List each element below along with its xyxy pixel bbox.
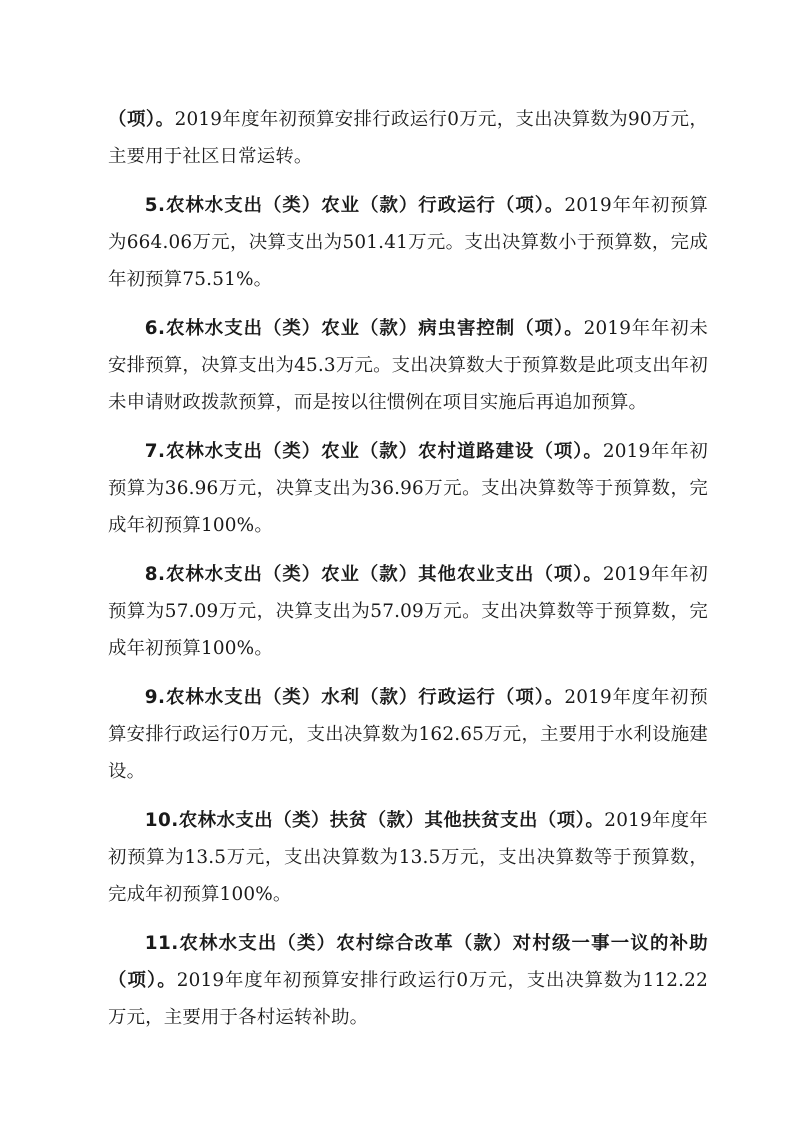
paragraph-text: 2019年度年初预算为13.5万元，支出决算数为13.5万元，支出决算数等于预算数，完成年初预算100%。 [108, 810, 709, 905]
paragraph-community-operations [108, 101, 708, 175]
paragraph-heading: 10.农林水支出（类）扶贫（款）其他扶贫支出（项）。 [144, 810, 605, 831]
paragraph-heading: （项）。 [108, 109, 175, 130]
paragraph-poverty-relief [108, 802, 708, 913]
paragraph-heading: 6.农林水支出（类）农业（款）病虫害控制（项）。 [144, 318, 584, 339]
paragraph-pest-control [108, 310, 708, 421]
paragraph-heading: 9.农林水支出（类）水利（款）行政运行（项）。 [144, 687, 565, 708]
paragraph-text: 2019年年初未安排预算，决算支出为45.3万元。支出决算数大于预算数是此项支出年初未申请财政拨款预算，而是按以往惯例在项目实施后再追加预算。 [108, 318, 708, 413]
paragraph-village-subsidy [108, 925, 708, 1036]
paragraph-text: 2019年年初预算为36.96万元，决算支出为36.96万元。支出决算数等于预算数，完成年初预算100%。 [108, 441, 708, 536]
paragraph-heading: 7.农林水支出（类）农业（款）农村道路建设（项）。 [144, 441, 603, 462]
document-body [108, 101, 708, 1048]
paragraph-text: 2019年度年初预算安排行政运行0万元，支出决算数为112.22万元，主要用于各村运转补助。 [108, 970, 708, 1028]
paragraph-other-agriculture [108, 556, 708, 667]
paragraph-heading: 8.农林水支出（类）农业（款）其他农业支出（项）。 [144, 564, 603, 585]
paragraph-rural-roads [108, 433, 708, 544]
paragraph-text: 2019年年初预算为57.09万元，决算支出为57.09万元。支出决算数等于预算数，完成年初预算100%。 [108, 564, 708, 659]
paragraph-text: 2019年度年初预算安排行政运行0万元，支出决算数为162.65万元，主要用于水利设施建设。 [108, 687, 708, 782]
paragraph-agriculture-admin [108, 187, 708, 298]
paragraph-text: 2019年度年初预算安排行政运行0万元，支出决算数为90万元，主要用于社区日常运转。 [108, 109, 708, 167]
paragraph-water-admin [108, 679, 708, 790]
paragraph-text: 2019年年初预算为664.06万元，决算支出为501.41万元。支出决算数小于预算数，完成年初预算75.51%。 [108, 195, 708, 290]
paragraph-heading: 5.农林水支出（类）农业（款）行政运行（项）。 [144, 195, 565, 216]
paragraph-heading: 11.农林水支出（类）农村综合改革（款）对村级一事一议的补助（项）。 [108, 933, 708, 991]
